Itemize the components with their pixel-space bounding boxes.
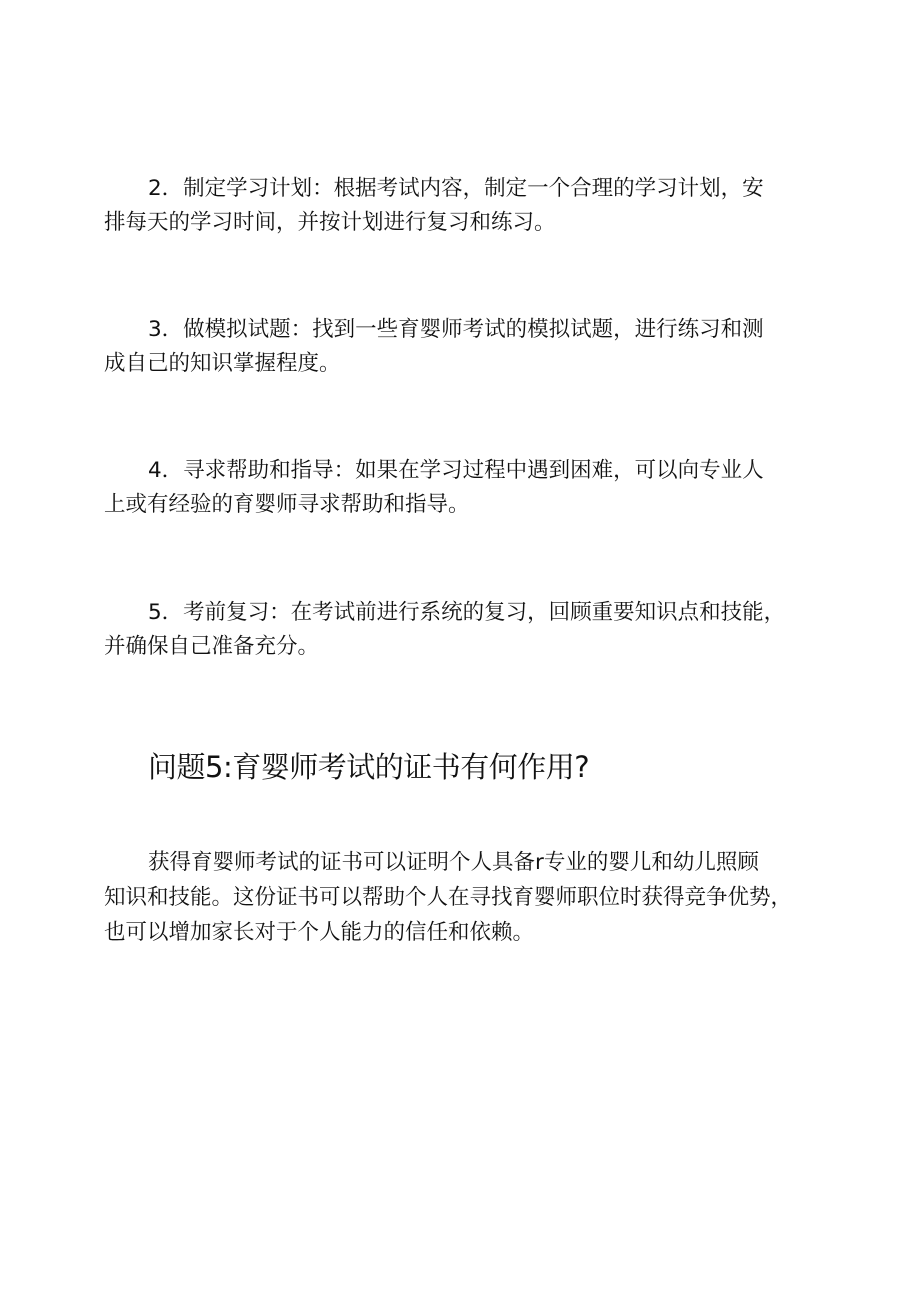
question-5-heading: 问题5:育婴师考试的证书有何作用? xyxy=(148,750,590,784)
list-item-mock-exam xyxy=(104,313,820,382)
certificate-paragraph xyxy=(104,846,820,950)
paragraph-line: 4．寻求帮助和指导：如果在学习过程中遇到困难，可以向专业人 xyxy=(148,458,764,483)
paragraph-line: 5．考前复习：在考试前进行系统的复习，回顾重要知识点和技能， xyxy=(148,600,786,625)
paragraph-line: 并确保自己准备充分。 xyxy=(104,634,320,660)
paragraph-line: 也可以增加家长对于个人能力的信任和依赖。 xyxy=(104,919,535,945)
paragraph-line: 成自己的知识掌握程度。 xyxy=(104,351,341,377)
list-item-exam-review xyxy=(104,596,820,665)
list-item-study-plan xyxy=(104,172,820,241)
paragraph-line: 上或有经验的育婴师寻求帮助和指导。 xyxy=(104,492,470,518)
list-item-seek-help xyxy=(104,454,820,523)
paragraph-line: 2．制定学习计划：根据考试内容，制定一个合理的学习计划，安 xyxy=(148,176,764,201)
paragraph-line: 排每天的学习时间，并按计划进行复习和练习。 xyxy=(104,210,556,236)
paragraph-line: 知识和技能。这份证书可以帮助个人在寻找育婴师职位时获得竞争优势， xyxy=(104,884,793,910)
paragraph-line: 获得育婴师考试的证书可以证明个人具备r专业的婴儿和幼儿照顾 xyxy=(148,850,759,875)
paragraph-line: 3．做模拟试题：找到一些育婴师考试的模拟试题，进行练习和测 xyxy=(148,317,764,342)
